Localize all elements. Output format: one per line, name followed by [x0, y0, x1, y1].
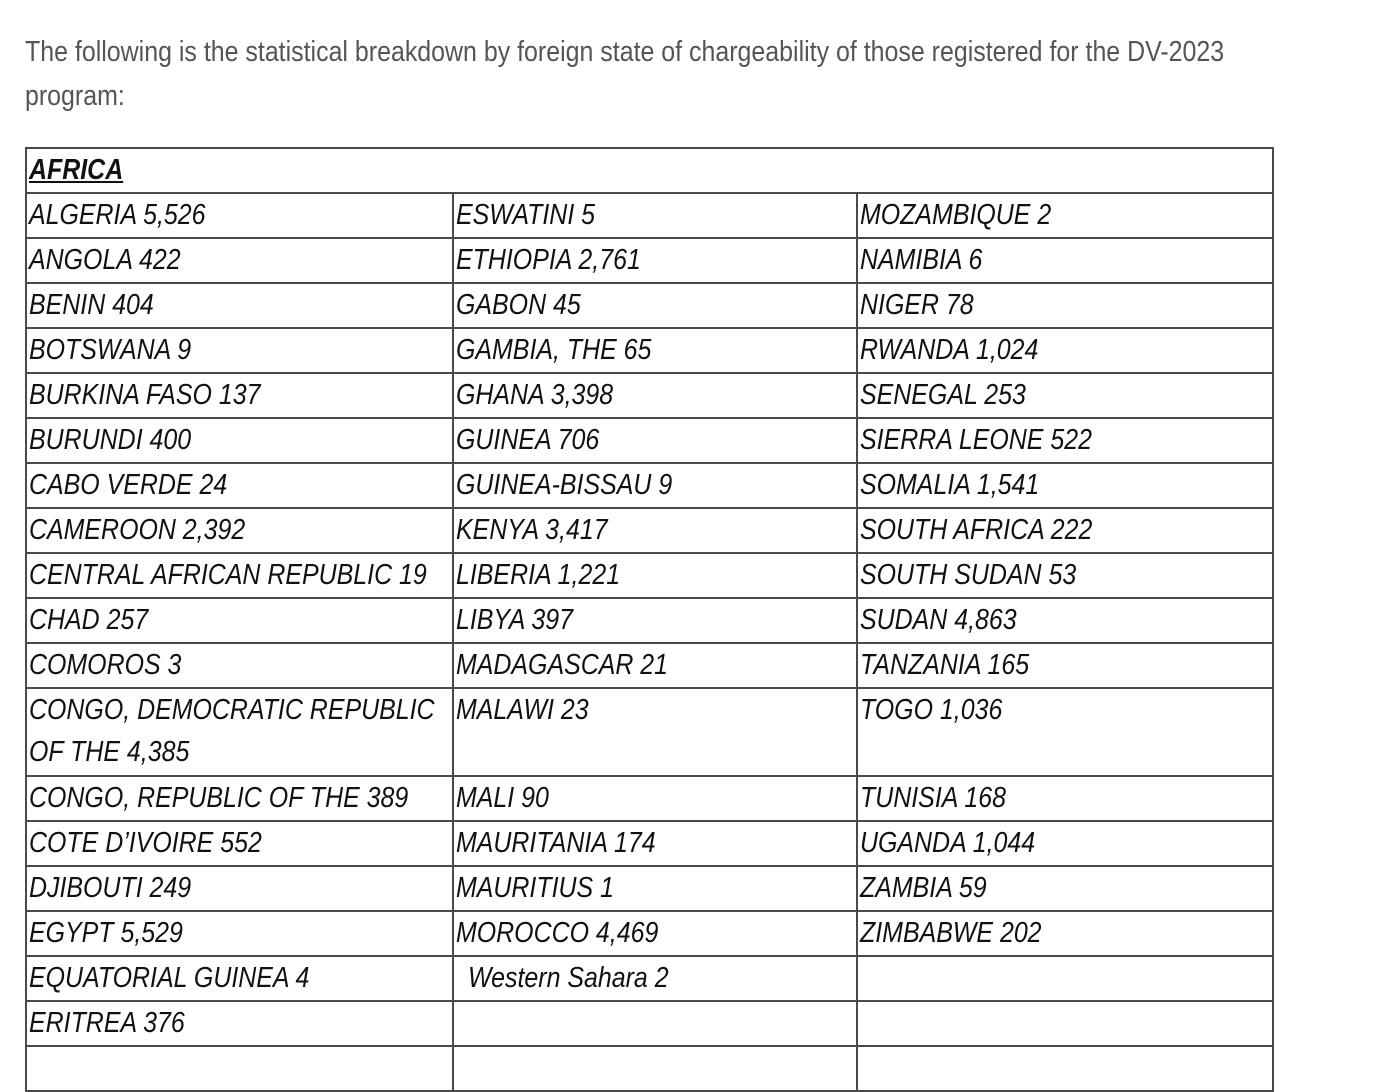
country-entry: NIGER 78	[860, 289, 974, 321]
table-row	[26, 1001, 1273, 1046]
country-cell	[26, 866, 453, 911]
country-cell	[26, 193, 453, 238]
country-entry: CHAD 257	[29, 604, 149, 636]
country-entry: MOZAMBIQUE 2	[860, 199, 1052, 231]
country-cell	[26, 508, 453, 553]
country-entry: TOGO 1,036	[860, 694, 1003, 726]
country-cell	[453, 418, 857, 463]
country-entry: UGANDA 1,044	[860, 827, 1036, 859]
country-cell	[453, 463, 857, 508]
country-cell	[26, 598, 453, 643]
country-entry: SOUTH SUDAN 53	[860, 559, 1077, 591]
region-label: AFRICA	[29, 154, 124, 186]
country-entry: CONGO, DEMOCRATIC REPUBLIC OF THE 4,385	[29, 694, 435, 768]
table-row	[26, 283, 1273, 328]
country-entry: ALGERIA 5,526	[29, 199, 206, 231]
country-cell	[26, 1001, 453, 1046]
country-entry: CAMEROON 2,392	[29, 514, 246, 546]
country-entry: EGYPT 5,529	[29, 917, 183, 949]
country-cell	[453, 553, 857, 598]
country-entry: LIBERIA 1,221	[456, 559, 621, 591]
country-cell	[857, 508, 1273, 553]
country-entry: KENYA 3,417	[456, 514, 608, 546]
country-entry: SIERRA LEONE 522	[860, 424, 1092, 456]
country-cell	[26, 821, 453, 866]
country-cell	[26, 238, 453, 283]
country-cell	[26, 328, 453, 373]
country-cell	[857, 328, 1273, 373]
country-entry: GUINEA-BISSAU 9	[456, 469, 673, 501]
country-entry: BURKINA FASO 137	[29, 379, 261, 411]
country-entry: EQUATORIAL GUINEA 4	[29, 962, 310, 994]
country-entry: NAMIBIA 6	[860, 244, 983, 276]
country-cell	[453, 328, 857, 373]
country-cell	[26, 688, 453, 776]
country-cell	[453, 283, 857, 328]
country-cell	[453, 1001, 857, 1046]
table-row	[26, 553, 1273, 598]
table-row	[26, 776, 1273, 821]
country-entry: CONGO, REPUBLIC OF THE 389	[29, 782, 409, 814]
country-entry: RWANDA 1,024	[860, 334, 1039, 366]
country-cell	[857, 418, 1273, 463]
table-row	[26, 643, 1273, 688]
country-cell	[26, 418, 453, 463]
country-entry: CENTRAL AFRICAN REPUBLIC 19	[29, 559, 427, 591]
country-cell	[453, 821, 857, 866]
intro-paragraph: The following is the statistical breakdown by foreign state of chargeability of those registered for the DV-2023 program:	[25, 36, 1225, 112]
country-entry: Western Sahara 2	[468, 962, 669, 994]
country-cell	[857, 956, 1273, 1001]
country-entry: SUDAN 4,863	[860, 604, 1017, 636]
region-header-row	[26, 148, 1273, 193]
country-cell	[453, 956, 857, 1001]
table-row	[26, 866, 1273, 911]
country-cell	[857, 283, 1273, 328]
table-row	[26, 463, 1273, 508]
country-entry: GABON 45	[456, 289, 581, 321]
country-cell	[453, 688, 857, 776]
table-row	[26, 328, 1273, 373]
country-entry: ETHIOPIA 2,761	[456, 244, 641, 276]
table-row	[26, 418, 1273, 463]
country-cell	[857, 643, 1273, 688]
country-cell	[857, 1001, 1273, 1046]
country-cell	[26, 463, 453, 508]
table-row	[26, 956, 1273, 1001]
country-cell	[453, 238, 857, 283]
region-header-cell	[26, 148, 1273, 193]
table-row	[26, 821, 1273, 866]
country-entry: CABO VERDE 24	[29, 469, 228, 501]
country-cell	[453, 373, 857, 418]
country-cell	[26, 956, 453, 1001]
country-cell	[26, 1046, 453, 1091]
country-entry: GHANA 3,398	[456, 379, 614, 411]
country-entry: MADAGASCAR 21	[456, 649, 669, 681]
country-entry: MALAWI 23	[456, 694, 589, 726]
country-entry: MAURITANIA 174	[456, 827, 656, 859]
country-entry: GAMBIA, THE 65	[456, 334, 652, 366]
country-entry: SOUTH AFRICA 222	[860, 514, 1093, 546]
country-entry: MAURITIUS 1	[456, 872, 614, 904]
country-entry: ANGOLA 422	[29, 244, 181, 276]
country-cell	[857, 688, 1273, 776]
country-entry: SENEGAL 253	[860, 379, 1026, 411]
country-cell	[26, 911, 453, 956]
country-cell	[857, 821, 1273, 866]
country-entry: ZIMBABWE 202	[860, 917, 1042, 949]
country-cell	[857, 238, 1273, 283]
table-row	[26, 598, 1273, 643]
country-entry: TUNISIA 168	[860, 782, 1007, 814]
country-entry: LIBYA 397	[456, 604, 573, 636]
country-cell	[453, 508, 857, 553]
country-entry: COTE D’IVOIRE 552	[29, 827, 262, 859]
country-cell	[857, 553, 1273, 598]
country-cell	[26, 643, 453, 688]
country-cell	[857, 911, 1273, 956]
country-cell	[453, 193, 857, 238]
country-entry: BENIN 404	[29, 289, 154, 321]
country-cell	[26, 373, 453, 418]
country-entry: BOTSWANA 9	[29, 334, 192, 366]
table-row	[26, 238, 1273, 283]
country-cell	[453, 776, 857, 821]
country-cell	[857, 373, 1273, 418]
country-cell	[857, 463, 1273, 508]
country-cell	[857, 193, 1273, 238]
country-cell	[857, 776, 1273, 821]
table-row	[26, 508, 1273, 553]
dv-2023-africa-table	[25, 147, 1274, 1092]
country-cell	[857, 598, 1273, 643]
table-row	[26, 193, 1273, 238]
country-cell	[453, 866, 857, 911]
country-cell	[453, 598, 857, 643]
country-cell	[26, 776, 453, 821]
country-cell	[26, 553, 453, 598]
table-row	[26, 373, 1273, 418]
country-entry: DJIBOUTI 249	[29, 872, 192, 904]
table-row	[26, 911, 1273, 956]
country-cell	[26, 283, 453, 328]
country-cell	[453, 1046, 857, 1091]
country-entry: GUINEA 706	[456, 424, 600, 456]
country-entry: ZAMBIA 59	[860, 872, 987, 904]
table-row	[26, 1046, 1273, 1091]
country-entry: MALI 90	[456, 782, 549, 814]
country-entry: ESWATINI 5	[456, 199, 596, 231]
country-entry: SOMALIA 1,541	[860, 469, 1040, 501]
country-cell	[453, 911, 857, 956]
country-cell	[453, 643, 857, 688]
country-entry: TANZANIA 165	[860, 649, 1030, 681]
table-row	[26, 688, 1273, 776]
country-entry: BURUNDI 400	[29, 424, 192, 456]
country-entry: ERITREA 376	[29, 1007, 185, 1039]
country-cell	[857, 1046, 1273, 1091]
country-cell	[857, 866, 1273, 911]
country-entry: MOROCCO 4,469	[456, 917, 659, 949]
country-entry: COMOROS 3	[29, 649, 182, 681]
